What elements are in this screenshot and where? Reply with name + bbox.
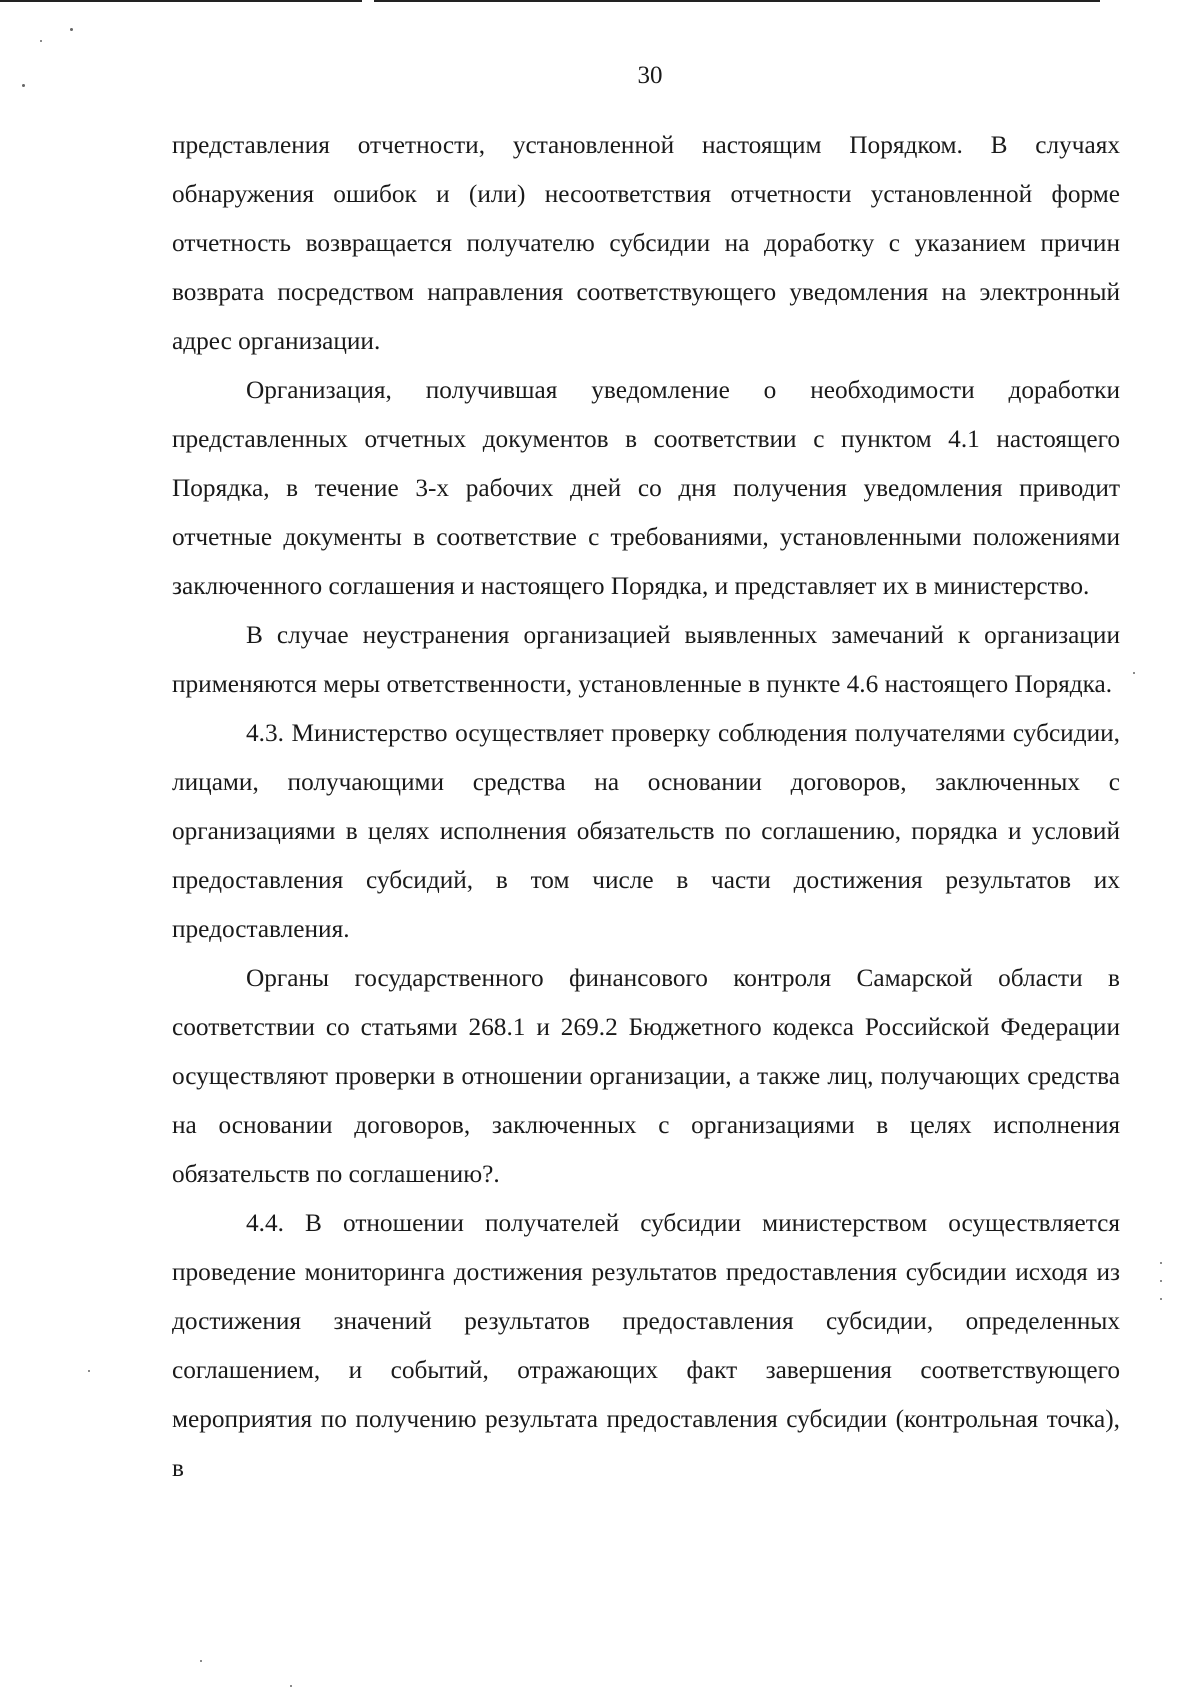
document-body <box>172 121 1120 1493</box>
top-border-line <box>0 0 1100 2</box>
scan-speck <box>88 1370 90 1372</box>
border-gap <box>362 0 374 2</box>
scan-speck <box>40 40 42 42</box>
paragraph-clause-4-3: 4.3. Министерство осуществляет проверку соблюдения получателями субсидии, лицами, получающими средства на основании договоров, заключенных с организациями в целях исполнения обязательств по соглашению, порядка и условий предоставления субсидий, в том числе в части достижения результатов их предоставления. <box>172 719 1120 943</box>
paragraph-reporting-return: представления отчетности, установленной настоящим Порядком. В случаях обнаружения ошибок и (или) несоответствия отчетности установленной форме отчетность возвращается получателю субсидии на доработку с указанием причин возврата посредством направления соответствующего уведомления на электронный адрес организации. <box>172 131 1120 355</box>
page-number: 30 <box>637 62 663 89</box>
scan-speck <box>1133 672 1135 674</box>
scan-speck <box>1160 1262 1162 1264</box>
paragraph-liability: В случае неустранения организацией выявленных замечаний к организации применяются меры ответственности, установленные в пункте 4.6 настоящего Порядка. <box>172 621 1120 698</box>
scan-speck <box>1160 1280 1162 1282</box>
scan-speck <box>200 1660 202 1662</box>
scan-speck <box>70 28 73 31</box>
scan-speck <box>22 84 25 87</box>
paragraph-clause-4-4: 4.4. В отношении получателей субсидии министерством осуществляется проведение мониторинга достижения результатов предоставления субсидии исходя из достижения значений результатов предоставления субсидии, определенных соглашением, и событий, отражающих факт завершения соответствующего мероприятия по получению результата предоставления субсидии (контрольная точка), в <box>172 1209 1120 1482</box>
scan-speck <box>290 1685 292 1687</box>
paragraph-financial-control: Органы государственного финансового контроля Самарской области в соответствии со статьями 268.1 и 269.2 Бюджетного кодекса Российской Федерации осуществляют проверки в отношении организации, а также лиц, получающих средства на основании договоров, заключенных с организациями в целях исполнения обязательств по соглашению?. <box>172 964 1120 1188</box>
paragraph-revision-notice: Организация, получившая уведомление о необходимости доработки представленных отчетных документов в соответствии с пунктом 4.1 настоящего Порядка, в течение 3-х рабочих дней со дня получения уведомления приводит отчетные документы в соответствие с требованиями, установленными положениями заключенного соглашения и настоящего Порядка, и представляет их в министерство. <box>172 376 1120 600</box>
scan-speck <box>1160 1298 1162 1300</box>
